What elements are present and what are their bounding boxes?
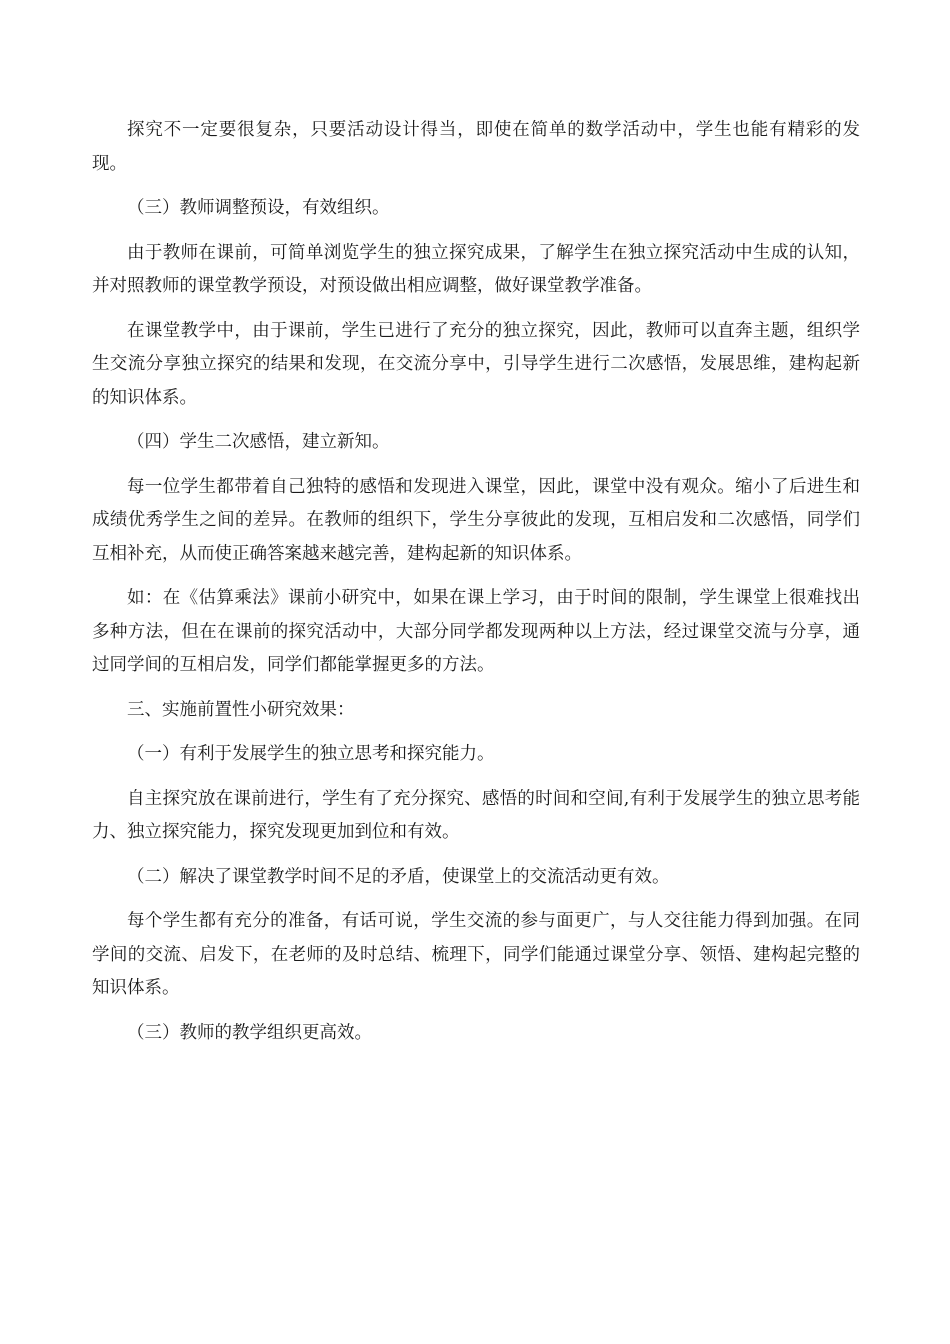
section-heading: （四）学生二次感悟，建立新知。	[127, 432, 390, 452]
paragraph: 自主探究放在课前进行，学生有了充分探究、感悟的时间和空间,有利于发展学生的独立思考能力、独立探究能力，探究发现更加到位和有效。	[92, 788, 860, 842]
paragraph: 在课堂教学中，由于课前，学生已进行了充分的独立探究，因此，教师可以直奔主题，组织学生交流分享独立探究的结果和发现，在交流分享中，引导学生进行二次感悟，发展思维，建构起新的知识体系。	[92, 320, 860, 408]
section-heading: （三）教师调整预设，有效组织。	[127, 198, 390, 218]
section-heading: 三、实施前置性小研究效果：	[127, 699, 355, 720]
paragraph: 每个学生都有充分的准备，有话可说，学生交流的参与面更广，与人交往能力得到加强。在同学间的交流、启发下，在老师的及时总结、梳理下，同学们能通过课堂分享、领悟、建构起完整的知识体系。	[92, 911, 860, 998]
document-body	[92, 114, 860, 1061]
section-heading: （一）有利于发展学生的独立思考和探究能力。	[127, 744, 495, 764]
paragraph: 由于教师在课前，可简单浏览学生的独立探究成果，了解学生在独立探究活动中生成的认知，并对照教师的课堂教学预设，对预设做出相应调整，做好课堂教学准备。	[92, 242, 860, 296]
paragraph: 每一位学生都带着自己独特的感悟和发现进入课堂，因此，课堂中没有观众。缩小了后进生和成绩优秀学生之间的差异。在教师的组织下，学生分享彼此的发现，互相启发和二次感悟，同学们互相补充，从而使正确答案越来越完善，建构起新的知识体系。	[92, 476, 860, 564]
section-heading: （二）解决了课堂教学时间不足的矛盾，使课堂上的交流活动更有效。	[127, 866, 670, 887]
section-heading: （三）教师的教学组织更高效。	[127, 1022, 372, 1043]
paragraph: 如：在《估算乘法》课前小研究中，如果在课上学习，由于时间的限制，学生课堂上很难找出多种方法，但在在课前的探究活动中，大部分同学都发现两种以上方法，经过课堂交流与分享，通过同学间的互相启发，同学们都能掌握更多的方法。	[92, 588, 860, 675]
paragraph: 探究不一定要很复杂，只要活动设计得当，即使在简单的数学活动中，学生也能有精彩的发现。	[92, 120, 860, 174]
